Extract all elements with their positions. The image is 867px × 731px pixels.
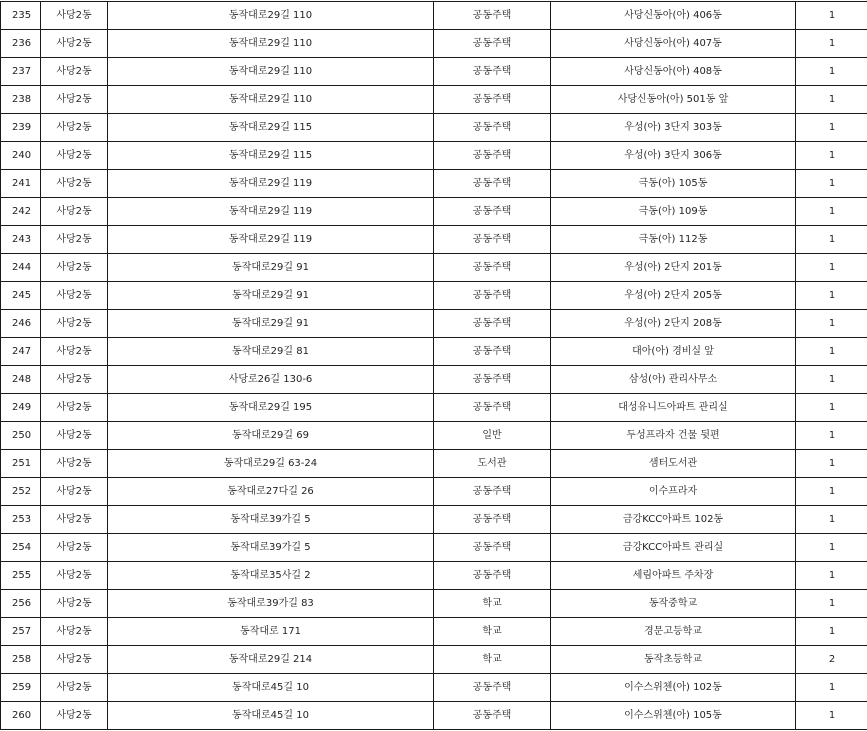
- cell-type: 공동주택: [434, 338, 551, 366]
- cell-count: 1: [796, 534, 867, 562]
- cell-count: 1: [796, 2, 867, 30]
- cell-number: 250: [1, 422, 41, 450]
- cell-number: 236: [1, 30, 41, 58]
- cell-count: 1: [796, 366, 867, 394]
- cell-count: 2: [796, 646, 867, 674]
- cell-number: 248: [1, 366, 41, 394]
- cell-address: 동작대로29길 81: [108, 338, 434, 366]
- cell-type: 공동주택: [434, 254, 551, 282]
- cell-number: 253: [1, 506, 41, 534]
- table-row: [1, 618, 867, 646]
- cell-dong: 사당2동: [41, 30, 108, 58]
- table-row: [1, 170, 867, 198]
- cell-address: 동작대로39가길 83: [108, 590, 434, 618]
- cell-count: 1: [796, 702, 867, 730]
- cell-count: 1: [796, 394, 867, 422]
- cell-type: 공동주택: [434, 58, 551, 86]
- cell-count: 1: [796, 310, 867, 338]
- cell-number: 241: [1, 170, 41, 198]
- cell-number: 257: [1, 618, 41, 646]
- table-row: [1, 674, 867, 702]
- cell-location: 사당신동아(아) 408동: [551, 58, 796, 86]
- cell-type: 공동주택: [434, 142, 551, 170]
- table-row: [1, 310, 867, 338]
- cell-number: 258: [1, 646, 41, 674]
- cell-count: 1: [796, 478, 867, 506]
- cell-count: 1: [796, 58, 867, 86]
- table-row: [1, 58, 867, 86]
- cell-type: 공동주택: [434, 478, 551, 506]
- cell-address: 동작대로29길 91: [108, 254, 434, 282]
- cell-count: 1: [796, 170, 867, 198]
- cell-address: 동작대로29길 110: [108, 58, 434, 86]
- cell-count: 1: [796, 114, 867, 142]
- cell-count: 1: [796, 282, 867, 310]
- cell-number: 255: [1, 562, 41, 590]
- cell-location: 극동(아) 109동: [551, 198, 796, 226]
- cell-count: 1: [796, 86, 867, 114]
- cell-address: 동작대로29길 63-24: [108, 450, 434, 478]
- cell-dong: 사당2동: [41, 646, 108, 674]
- cell-location: 우성(아) 3단지 306동: [551, 142, 796, 170]
- table-row: [1, 590, 867, 618]
- cell-count: 1: [796, 422, 867, 450]
- table-row: [1, 562, 867, 590]
- cell-number: 238: [1, 86, 41, 114]
- cell-location: 이수스위첸(아) 105동: [551, 702, 796, 730]
- cell-count: 1: [796, 30, 867, 58]
- cell-dong: 사당2동: [41, 254, 108, 282]
- table-row: [1, 86, 867, 114]
- cell-address: 동작대로45길 10: [108, 674, 434, 702]
- data-table: [0, 1, 867, 730]
- table-row: [1, 450, 867, 478]
- cell-number: 243: [1, 226, 41, 254]
- cell-location: 우성(아) 2단지 208동: [551, 310, 796, 338]
- cell-count: 1: [796, 142, 867, 170]
- cell-type: 공동주택: [434, 114, 551, 142]
- cell-count: 1: [796, 226, 867, 254]
- cell-address: 동작대로29길 110: [108, 86, 434, 114]
- table-row: [1, 30, 867, 58]
- cell-address: 동작대로29길 110: [108, 2, 434, 30]
- cell-type: 공동주택: [434, 674, 551, 702]
- cell-location: 극동(아) 112동: [551, 226, 796, 254]
- cell-number: 256: [1, 590, 41, 618]
- cell-count: 1: [796, 450, 867, 478]
- cell-type: 공동주택: [434, 170, 551, 198]
- cell-number: 247: [1, 338, 41, 366]
- table-row: [1, 534, 867, 562]
- cell-number: 260: [1, 702, 41, 730]
- cell-count: 1: [796, 254, 867, 282]
- cell-type: 공동주택: [434, 394, 551, 422]
- cell-type: 공동주택: [434, 282, 551, 310]
- cell-dong: 사당2동: [41, 366, 108, 394]
- cell-address: 동작대로29길 91: [108, 282, 434, 310]
- cell-dong: 사당2동: [41, 506, 108, 534]
- cell-number: 251: [1, 450, 41, 478]
- cell-location: 동작중학교: [551, 590, 796, 618]
- table-row: [1, 702, 867, 730]
- cell-count: 1: [796, 590, 867, 618]
- cell-address: 동작대로29길 119: [108, 198, 434, 226]
- cell-type: 공동주택: [434, 702, 551, 730]
- cell-address: 동작대로 171: [108, 618, 434, 646]
- cell-type: 공동주택: [434, 562, 551, 590]
- cell-address: 동작대로29길 91: [108, 310, 434, 338]
- cell-type: 학교: [434, 646, 551, 674]
- table-row: [1, 254, 867, 282]
- cell-location: 삼성(아) 관리사무소: [551, 366, 796, 394]
- cell-location: 사당신동아(아) 406동: [551, 2, 796, 30]
- table-row: [1, 198, 867, 226]
- cell-dong: 사당2동: [41, 114, 108, 142]
- cell-type: 도서관: [434, 450, 551, 478]
- cell-location: 동작초등학교: [551, 646, 796, 674]
- cell-dong: 사당2동: [41, 562, 108, 590]
- cell-location: 우성(아) 3단지 303동: [551, 114, 796, 142]
- cell-address: 동작대로35사길 2: [108, 562, 434, 590]
- cell-type: 공동주택: [434, 198, 551, 226]
- cell-location: 사당신동아(아) 501동 앞: [551, 86, 796, 114]
- cell-address: 동작대로29길 115: [108, 142, 434, 170]
- cell-location: 극동(아) 105동: [551, 170, 796, 198]
- cell-type: 공동주택: [434, 310, 551, 338]
- cell-dong: 사당2동: [41, 422, 108, 450]
- cell-location: 사당신동아(아) 407동: [551, 30, 796, 58]
- cell-dong: 사당2동: [41, 58, 108, 86]
- cell-location: 이수프라자: [551, 478, 796, 506]
- cell-number: 244: [1, 254, 41, 282]
- cell-location: 두성프라자 건물 뒷편: [551, 422, 796, 450]
- table-row: [1, 646, 867, 674]
- cell-number: 246: [1, 310, 41, 338]
- cell-location: 세림아파트 주차장: [551, 562, 796, 590]
- cell-number: 235: [1, 2, 41, 30]
- cell-type: 공동주택: [434, 2, 551, 30]
- cell-number: 242: [1, 198, 41, 226]
- cell-location: 경문고등학교: [551, 618, 796, 646]
- table-row: [1, 226, 867, 254]
- table-row: [1, 394, 867, 422]
- cell-location: 우성(아) 2단지 205동: [551, 282, 796, 310]
- cell-dong: 사당2동: [41, 170, 108, 198]
- cell-type: 학교: [434, 618, 551, 646]
- cell-address: 동작대로29길 119: [108, 170, 434, 198]
- table-body: [1, 2, 867, 730]
- cell-dong: 사당2동: [41, 338, 108, 366]
- cell-dong: 사당2동: [41, 310, 108, 338]
- cell-dong: 사당2동: [41, 2, 108, 30]
- cell-type: 공동주택: [434, 366, 551, 394]
- cell-number: 259: [1, 674, 41, 702]
- cell-type: 공동주택: [434, 30, 551, 58]
- cell-location: 금강KCC아파트 관리실: [551, 534, 796, 562]
- cell-count: 1: [796, 618, 867, 646]
- table-row: [1, 2, 867, 30]
- cell-address: 동작대로45길 10: [108, 702, 434, 730]
- cell-dong: 사당2동: [41, 534, 108, 562]
- cell-location: 대성유니드아파트 관리실: [551, 394, 796, 422]
- cell-type: 공동주택: [434, 86, 551, 114]
- table-row: [1, 114, 867, 142]
- cell-address: 동작대로29길 195: [108, 394, 434, 422]
- cell-dong: 사당2동: [41, 142, 108, 170]
- cell-type: 학교: [434, 590, 551, 618]
- table-row: [1, 506, 867, 534]
- cell-type: 공동주택: [434, 506, 551, 534]
- table-row: [1, 422, 867, 450]
- cell-dong: 사당2동: [41, 226, 108, 254]
- cell-type: 공동주택: [434, 226, 551, 254]
- cell-address: 동작대로29길 119: [108, 226, 434, 254]
- cell-address: 동작대로29길 115: [108, 114, 434, 142]
- table-row: [1, 282, 867, 310]
- cell-count: 1: [796, 338, 867, 366]
- cell-count: 1: [796, 198, 867, 226]
- cell-number: 245: [1, 282, 41, 310]
- cell-dong: 사당2동: [41, 702, 108, 730]
- cell-location: 이수스위첸(아) 102동: [551, 674, 796, 702]
- cell-number: 237: [1, 58, 41, 86]
- cell-dong: 사당2동: [41, 198, 108, 226]
- cell-count: 1: [796, 562, 867, 590]
- cell-dong: 사당2동: [41, 590, 108, 618]
- cell-number: 252: [1, 478, 41, 506]
- cell-address: 사당로26길 130-6: [108, 366, 434, 394]
- cell-number: 249: [1, 394, 41, 422]
- cell-number: 239: [1, 114, 41, 142]
- table-row: [1, 142, 867, 170]
- cell-address: 동작대로29길 214: [108, 646, 434, 674]
- cell-address: 동작대로29길 69: [108, 422, 434, 450]
- cell-location: 대아(아) 경비실 앞: [551, 338, 796, 366]
- table-row: [1, 478, 867, 506]
- table-row: [1, 366, 867, 394]
- cell-number: 254: [1, 534, 41, 562]
- table-row: [1, 338, 867, 366]
- cell-type: 공동주택: [434, 534, 551, 562]
- cell-dong: 사당2동: [41, 86, 108, 114]
- cell-count: 1: [796, 506, 867, 534]
- cell-dong: 사당2동: [41, 450, 108, 478]
- cell-address: 동작대로29길 110: [108, 30, 434, 58]
- cell-count: 1: [796, 674, 867, 702]
- cell-address: 동작대로39가길 5: [108, 534, 434, 562]
- cell-type: 일반: [434, 422, 551, 450]
- cell-dong: 사당2동: [41, 674, 108, 702]
- cell-dong: 사당2동: [41, 478, 108, 506]
- cell-dong: 사당2동: [41, 282, 108, 310]
- cell-address: 동작대로39가길 5: [108, 506, 434, 534]
- cell-number: 240: [1, 142, 41, 170]
- cell-location: 샘터도서관: [551, 450, 796, 478]
- cell-location: 우성(아) 2단지 201동: [551, 254, 796, 282]
- cell-location: 금강KCC아파트 102동: [551, 506, 796, 534]
- cell-dong: 사당2동: [41, 394, 108, 422]
- cell-address: 동작대로27다길 26: [108, 478, 434, 506]
- cell-dong: 사당2동: [41, 618, 108, 646]
